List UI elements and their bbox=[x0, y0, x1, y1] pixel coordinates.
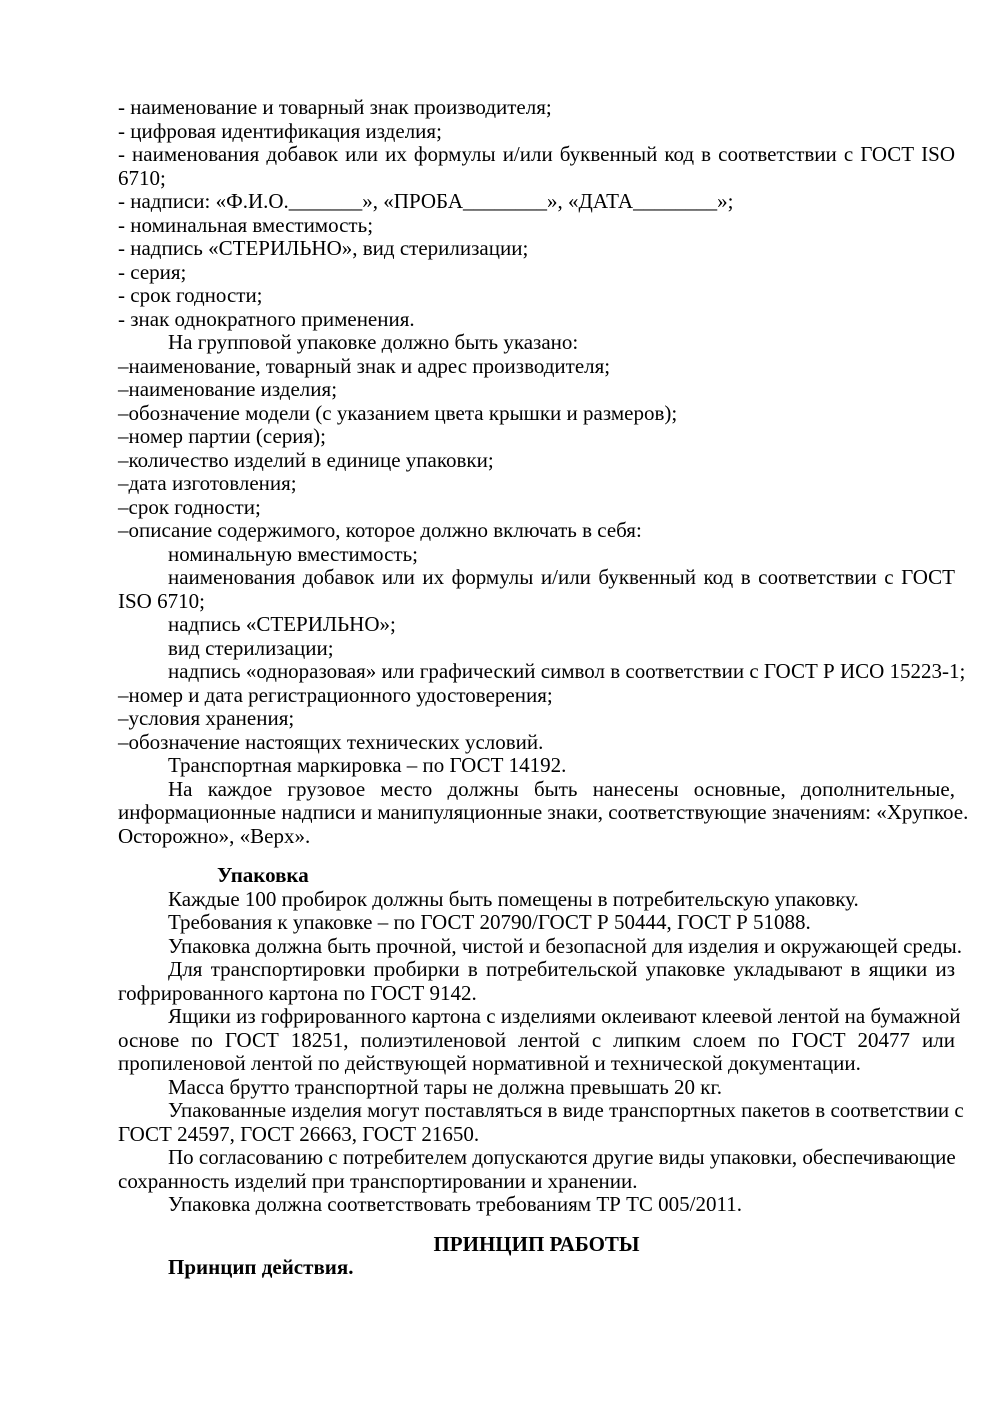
paragraph bbox=[118, 1098, 964, 1146]
text-line: Упаковка bbox=[217, 863, 309, 887]
text-line: Упаковка должна соответствовать требованиям ТР ТС 005/2011. bbox=[168, 1192, 742, 1216]
text-line: Масса брутто транспортной тары не должна превышать 20 кг. bbox=[168, 1074, 722, 1099]
paragraph bbox=[118, 684, 955, 708]
text-line: Ящики из гофрированного картона с изделиями оклеивают клеевой лентой на бумажной bbox=[168, 1004, 961, 1028]
text-line: - наименование и товарный знак производителя; bbox=[118, 95, 552, 119]
text-line: Для транспортировки пробирки в потребительской упаковке укладывают в ящики из bbox=[168, 957, 955, 981]
paragraph bbox=[118, 731, 955, 755]
text-line: - серия; bbox=[118, 259, 187, 284]
text-line: гофрированного картона по ГОСТ 9142. bbox=[118, 980, 477, 1005]
paragraph bbox=[118, 261, 955, 285]
text-line: - цифровая идентификация изделия; bbox=[118, 118, 442, 143]
paragraph bbox=[118, 613, 955, 637]
text-line: –номер и дата регистрационного удостоверения; bbox=[118, 682, 553, 707]
paragraph bbox=[118, 707, 955, 731]
paragraph bbox=[118, 143, 955, 190]
paragraph bbox=[118, 449, 955, 473]
text-line: –номер партии (серия); bbox=[118, 424, 327, 448]
text-line: Упаковка должна быть прочной, чистой и безопасной для изделия и окружающей среды. bbox=[168, 933, 962, 958]
paragraph bbox=[118, 566, 955, 613]
principle-of-action-paragraph bbox=[118, 1256, 955, 1280]
text-line: ПРИНЦИП РАБОТЫ bbox=[433, 1231, 640, 1256]
text-line: –срок годности; bbox=[118, 494, 261, 519]
text-line: - номинальная вместимость; bbox=[118, 212, 374, 237]
text-line: Каждые 100 пробирок должны быть помещены в потребительскую упаковку. bbox=[168, 886, 859, 911]
text-line: - наименования добавок или их формулы и/или буквенный код в соответствии с ГОСТ ISO bbox=[118, 142, 955, 166]
text-line: - срок годности; bbox=[118, 283, 263, 307]
text-line: –обозначение модели (с указанием цвета крышки и размеров); bbox=[118, 400, 678, 425]
paragraph bbox=[118, 355, 955, 379]
paragraph bbox=[118, 519, 955, 543]
paragraph bbox=[118, 543, 955, 567]
paragraph bbox=[118, 1193, 955, 1217]
paragraph bbox=[118, 496, 955, 520]
text-line: –условия хранения; bbox=[118, 706, 295, 730]
text-line: - надпись «СТЕРИЛЬНО», вид стерилизации; bbox=[118, 236, 529, 260]
paragraph bbox=[118, 331, 955, 355]
paragraph bbox=[118, 378, 955, 402]
paragraph bbox=[118, 190, 955, 214]
paragraph bbox=[118, 911, 955, 935]
paragraph bbox=[118, 237, 955, 261]
paragraph bbox=[118, 1146, 955, 1193]
paragraph bbox=[118, 214, 955, 238]
text-line: Транспортная маркировка – по ГОСТ 14192. bbox=[168, 753, 567, 777]
paragraph bbox=[118, 120, 955, 144]
text-line: пропиленовой лентой по действующей нормативной и технической документации. bbox=[118, 1051, 861, 1075]
text-line: Принцип действия. bbox=[168, 1255, 354, 1279]
paragraph bbox=[118, 1004, 961, 1076]
paragraph bbox=[118, 933, 962, 959]
text-line: –дата изготовления; bbox=[118, 471, 297, 495]
text-line: 6710; bbox=[118, 165, 166, 190]
text-line: - надписи: «Ф.И.О._______», «ПРОБА________», «ДАТА________»; bbox=[118, 189, 734, 213]
text-line: надпись «одноразовая» или графический символ в соответствии с ГОСТ Р ИСО 15223-1; bbox=[168, 659, 966, 683]
paragraph bbox=[118, 958, 955, 1005]
text-line: Упакованные изделия могут поставляться в виде транспортных пакетов в соответствии с bbox=[168, 1098, 964, 1122]
paragraph bbox=[118, 402, 955, 426]
paragraph bbox=[118, 754, 955, 778]
text-line: –описание содержимого, которое должно включать в себя: bbox=[118, 518, 642, 542]
paragraph bbox=[118, 284, 955, 308]
text-line: информационные надписи и манипуляционные знаки, соответствующие значениям: «Хрупкое. bbox=[118, 800, 969, 824]
document-body bbox=[118, 95, 969, 1280]
paragraph bbox=[118, 776, 969, 849]
text-line: наименования добавок или их формулы и/или буквенный код в соответствии с ГОСТ bbox=[168, 565, 955, 589]
text-line: Осторожно», «Верх». bbox=[118, 823, 311, 848]
text-line: –наименование, товарный знак и адрес производителя; bbox=[118, 353, 611, 378]
text-line: –обозначение настоящих технических условий. bbox=[118, 729, 544, 754]
text-line: –количество изделий в единице упаковки; bbox=[118, 447, 494, 472]
paragraph bbox=[118, 308, 955, 332]
text-line: ISO 6710; bbox=[118, 588, 205, 613]
text-line: номинальную вместимость; bbox=[168, 541, 418, 566]
text-line: основе по ГОСТ 18251, полиэтиленовой лентой с липким слоем по ГОСТ 20477 или bbox=[118, 1027, 955, 1052]
text-line: На каждое грузовое место должны быть нанесены основные, дополнительные, bbox=[168, 776, 955, 801]
text-line: вид стерилизации; bbox=[168, 635, 334, 660]
paragraph bbox=[118, 659, 966, 684]
text-line: ГОСТ 24597, ГОСТ 26663, ГОСТ 21650. bbox=[118, 1121, 480, 1146]
paragraph bbox=[118, 637, 955, 661]
paragraph bbox=[118, 96, 955, 120]
paragraph bbox=[118, 472, 955, 496]
text-line: По согласованию с потребителем допускаются другие виды упаковки, обеспечивающие bbox=[168, 1145, 956, 1169]
text-line: надпись «СТЕРИЛЬНО»; bbox=[168, 612, 396, 636]
paragraph bbox=[118, 1076, 955, 1100]
text-line: –наименование изделия; bbox=[118, 377, 338, 401]
paragraph bbox=[118, 888, 955, 912]
text-line: сохранность изделий при транспортировании и хранении. bbox=[118, 1168, 638, 1193]
text-line: - знак однократного применения. bbox=[118, 306, 415, 331]
packaging-heading bbox=[118, 864, 955, 888]
paragraph bbox=[118, 425, 955, 449]
operating-principle-heading bbox=[118, 1233, 955, 1257]
text-line: Требования к упаковке – по ГОСТ 20790/ГОСТ Р 50444, ГОСТ Р 51088. bbox=[168, 910, 811, 934]
text-line: На групповой упаковке должно быть указано: bbox=[168, 330, 579, 354]
